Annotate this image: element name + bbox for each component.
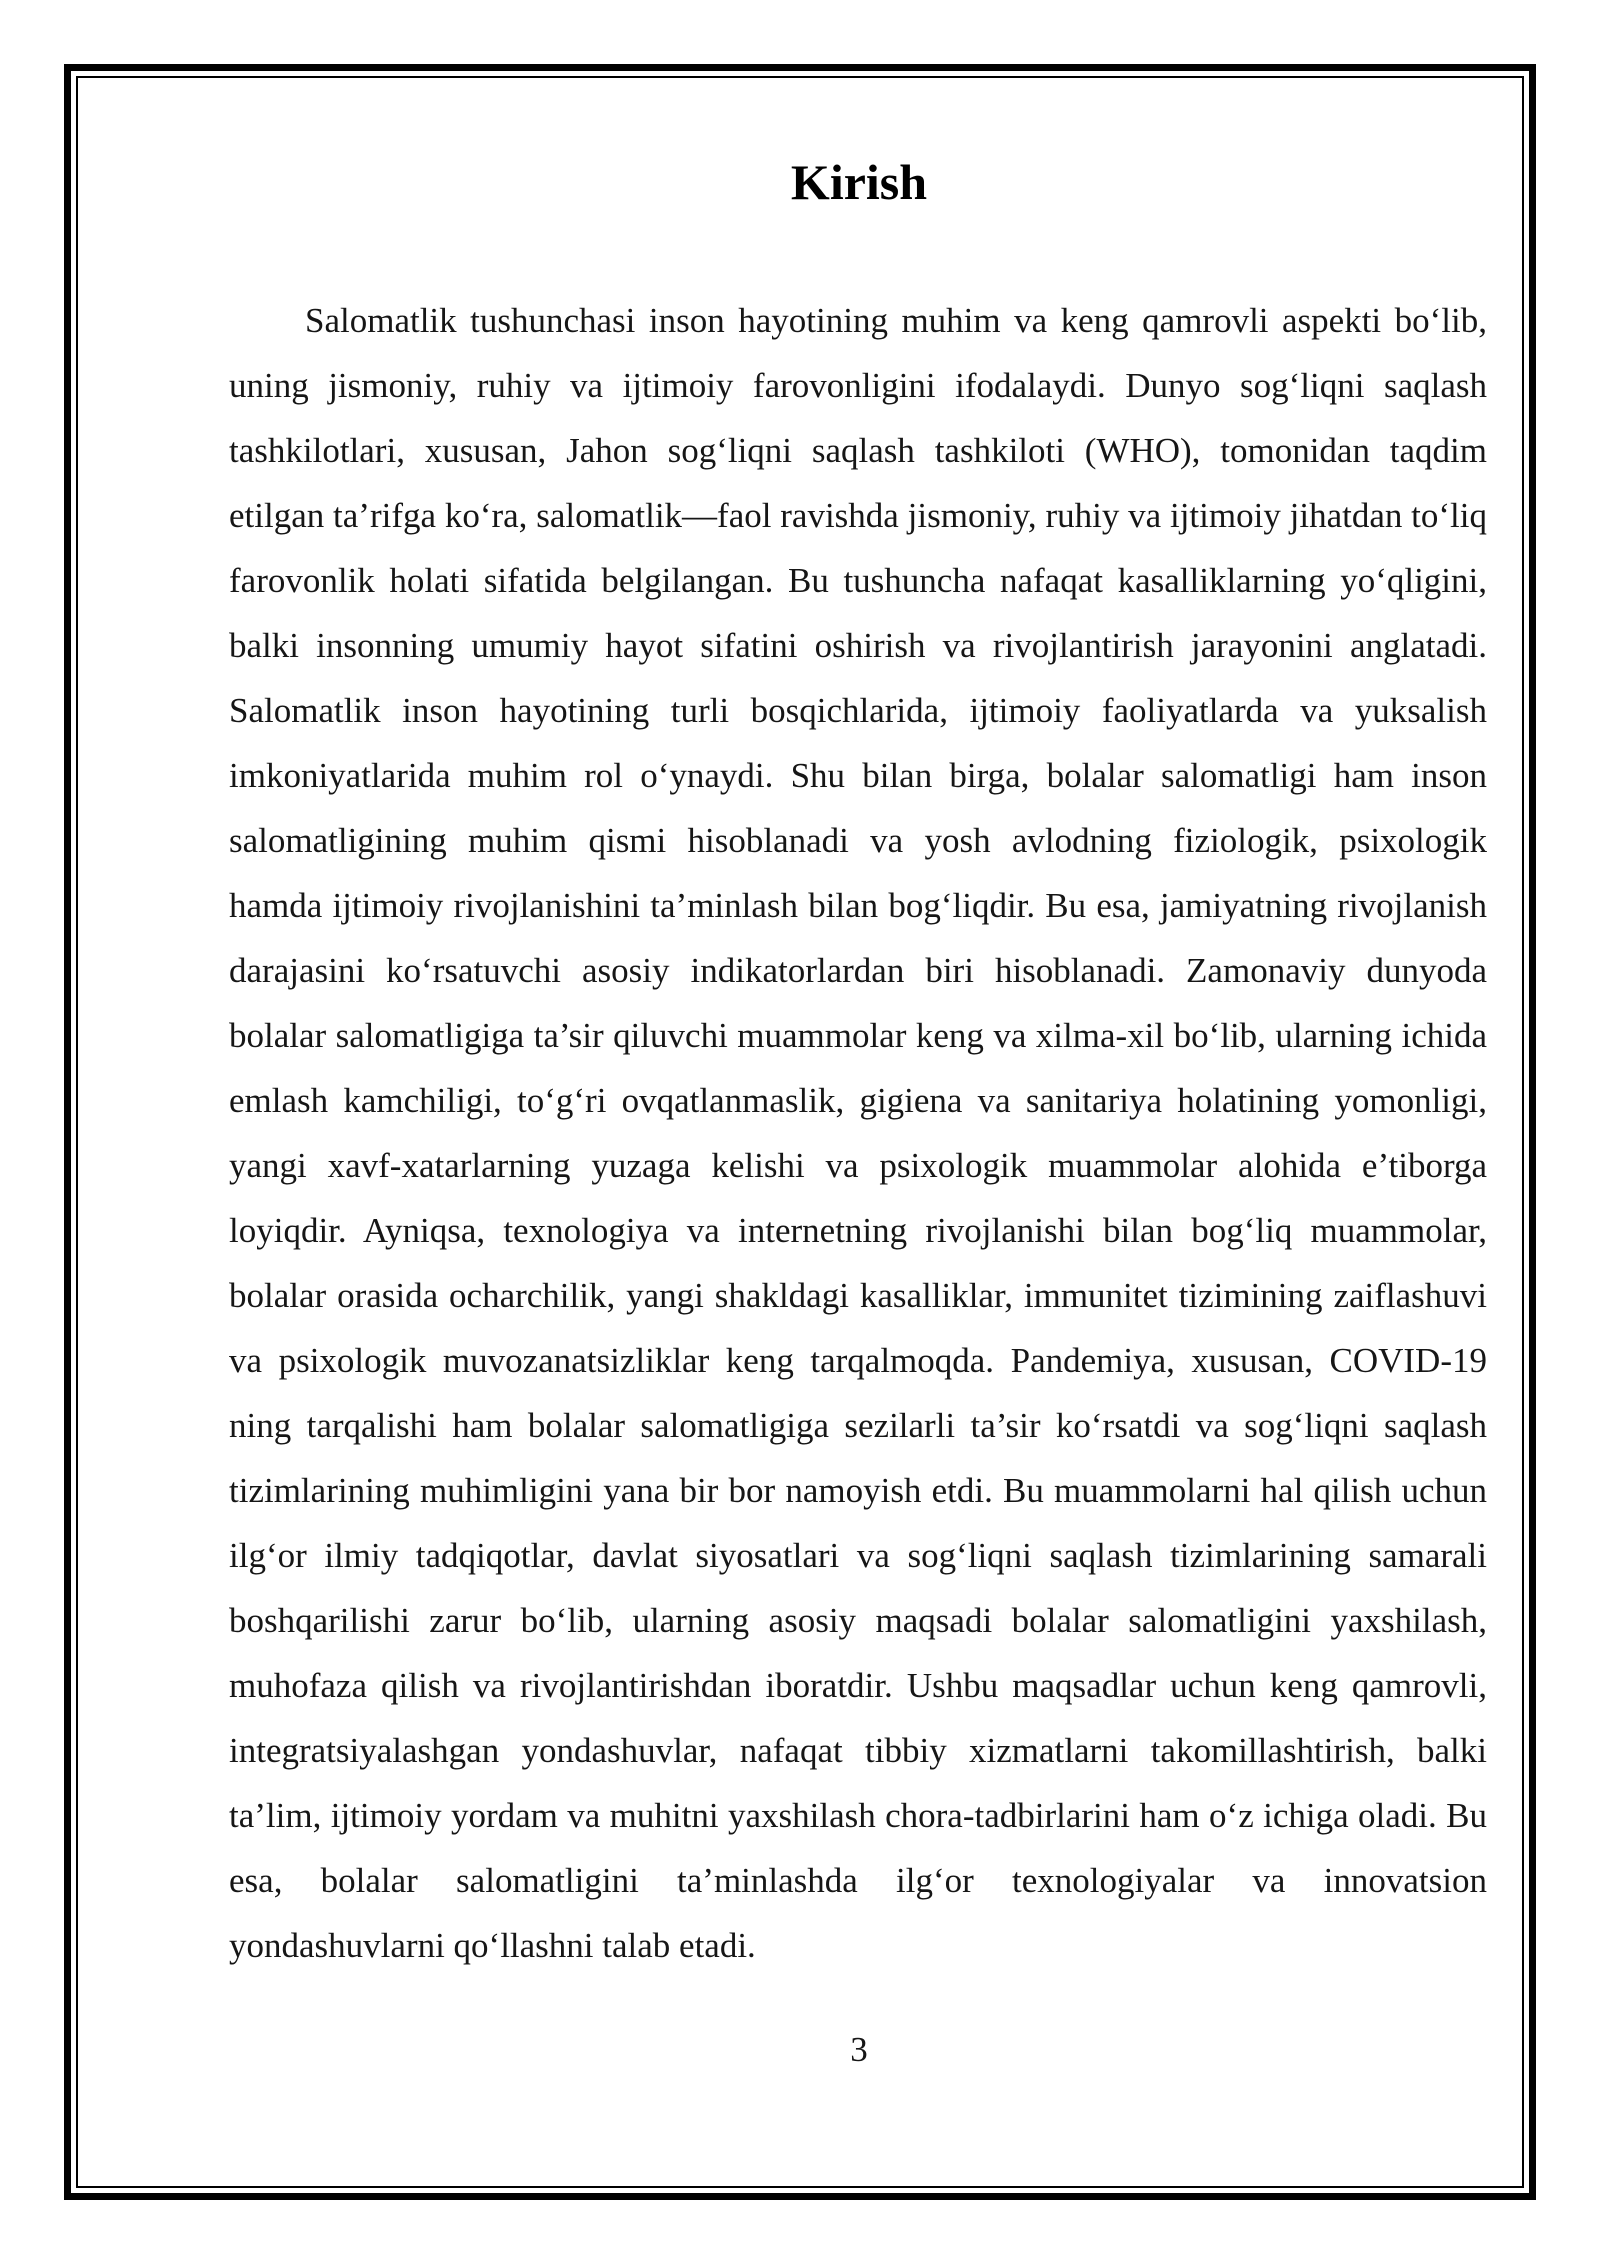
body-paragraph: Salomatlik tushunchasi inson hayotining muhim va keng qamrovli aspekti bo‘lib, uning jismoniy, ruhiy va ijtimoiy farovonligini ifodalaydi. Dunyo sog‘liqni saqlash tashkilotlari, xususan, Jahon sog‘liqni saqlash tashkiloti (WHO), tomonidan taqdim etilgan ta’rifga ko‘ra, salomatlik—faol ravishda jismoniy, ruhiy va ijtimoiy jihatdan to‘liq farovonlik holati sifatida belgilangan. Bu tushuncha nafaqat kasalliklarning yo‘qligini, balki insonning umumiy hayot sifatini oshirish va rivojlantirish jarayonini anglatadi. Salomatlik inson hayotining turli bosqichlarida, ijtimoiy faoliyatlarda va yuksalish imkoniyatlarida muhim rol o‘ynaydi. Shu bilan birga, bolalar salomatligi ham inson salomatligining muhim qismi hisoblanadi va yosh avlodning fiziologik, psixologik hamda ijtimoiy rivojlanishini ta’minlash bilan bog‘liqdir. Bu esa, jamiyatning rivojlanish darajasini ko‘rsatuvchi asosiy indikatorlardan biri hisoblanadi. Zamonaviy dunyoda bolalar salomatligiga ta’sir qiluvchi muammolar keng va xilma-xil bo‘lib, ularning ichida emlash kamchiligi, to‘g‘ri ovqatlanmaslik, gigiena va sanitariya holatining yomonligi, yangi xavf-xatarlarning yuzaga kelishi va psixologik muammolar alohida e’tiborga loyiqdir. Ayniqsa, texnologiya va internetning rivojlanishi bilan bog‘liq muammolar, bolalar orasida ocharchilik, yangi shakldagi kasalliklar, immunitet tizimining zaiflashuvi va psixologik muvozanatsizliklar keng tarqalmoqda. Pandemiya, xususan, COVID-19 ning tarqalishi ham bolalar salomatligiga sezilarli ta’sir ko‘rsatdi va sog‘liqni saqlash tizimlarining muhimligini yana bir bor namoyish etdi. Bu muammolarni hal qilish uchun ilg‘or ilmiy tadqiqotlar, davlat siyosatlari va sog‘liqni saqlash tizimlarining samarali boshqarilishi zarur bo‘lib, ularning asosiy maqsadi bolalar salomatligini yaxshilash, muhofaza qilish va rivojlantirishdan iboratdir. Ushbu maqsadlar uchun keng qamrovli, integratsiyalashgan yondashuvlar, nafaqat tibbiy xizmatlarni takomillashtirish, balki ta’lim, ijtimoiy yordam va muhitni yaxshilash chora-tadbirlarini ham o‘z ichiga oladi. Bu esa, bolalar salomatligini ta’minlashda ilg‘or texnologiyalar va innovatsion yondashuvlarni qo‘llashni talab etadi. bbox=[229, 301, 1487, 1965]
page-title: Kirish bbox=[790, 154, 928, 210]
page-number: 3 bbox=[850, 2030, 868, 2069]
